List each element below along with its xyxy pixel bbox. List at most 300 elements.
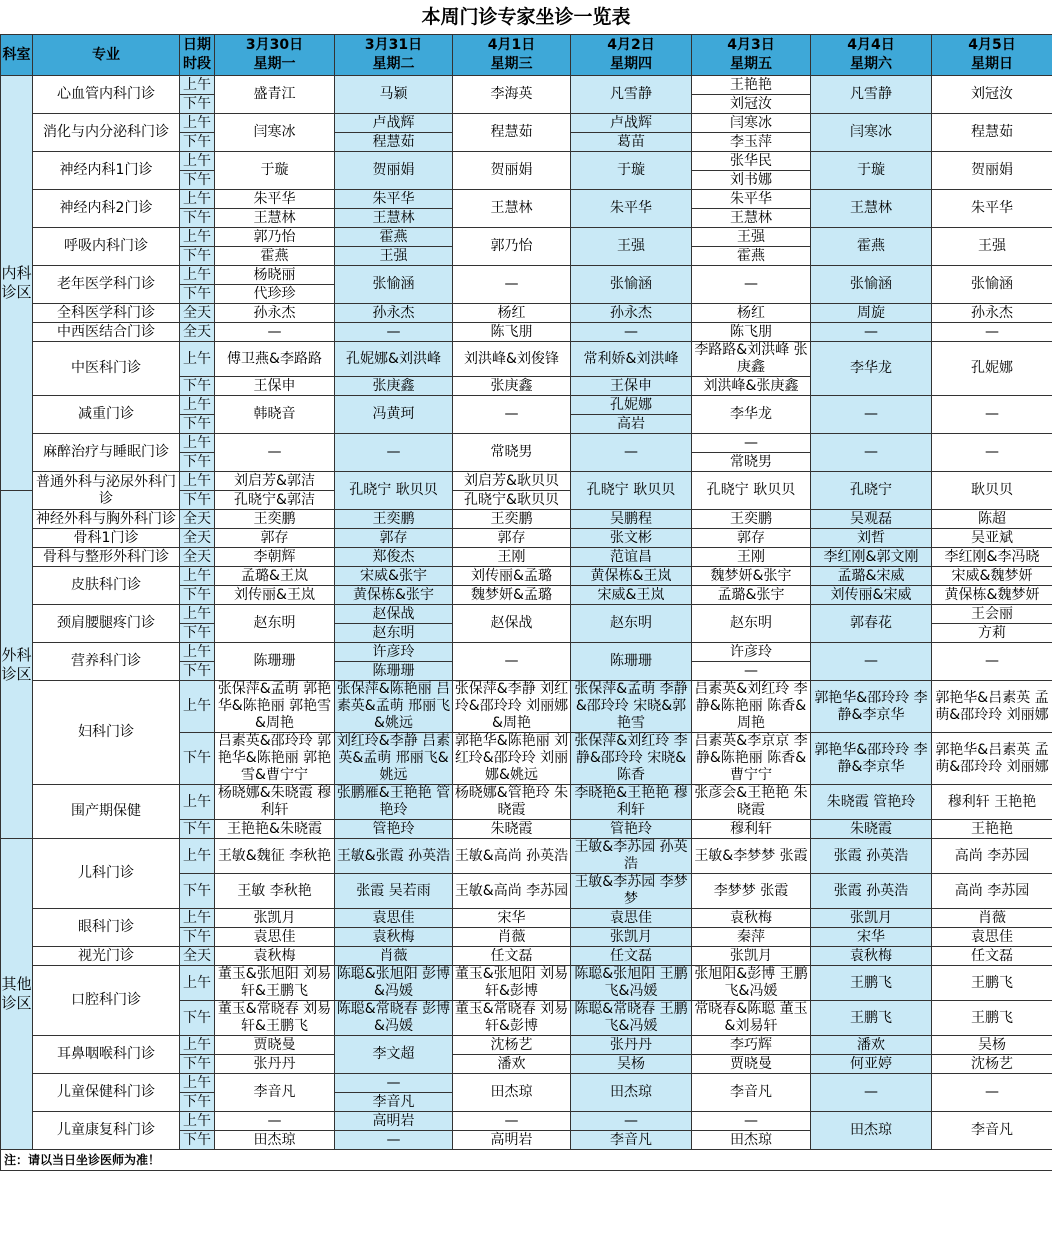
specialty-cell: 全科医学科门诊: [33, 304, 180, 323]
doctor-cell: 李音凡: [571, 1131, 692, 1150]
period-cell: 全天: [180, 304, 215, 323]
doctor-cell: 吴杨: [571, 1055, 692, 1074]
doctor-cell: 朱平华: [335, 190, 453, 209]
doctor-cell: 于璇: [571, 152, 692, 190]
doctor-cell: 孙永杰: [932, 304, 1052, 323]
doctor-cell: 孟璐&张宇: [692, 586, 811, 605]
specialty-cell: 口腔科门诊: [33, 966, 180, 1036]
doctor-cell: 管艳玲: [335, 820, 453, 839]
doctor-cell: 刘洪峰&张庚鑫: [692, 377, 811, 396]
doctor-cell: —: [215, 1112, 335, 1131]
doctor-cell: 任文磊: [571, 947, 692, 966]
doctor-cell: 张丹丹: [215, 1055, 335, 1074]
doctor-cell: 王慧林: [811, 190, 932, 228]
doctor-cell: 程慧茹: [335, 133, 453, 152]
doctor-cell: 常晓春&陈聪 董玉&刘易轩: [692, 1001, 811, 1036]
doctor-cell: 王敏&高尚 李苏园: [453, 874, 571, 909]
doctor-cell: 李音凡: [932, 1112, 1052, 1150]
doctor-cell: 赵保战: [335, 605, 453, 624]
doctor-cell: 王敏&魏征 李秋艳: [215, 839, 335, 874]
schedule-table: [0, 34, 1052, 1171]
doctor-cell: 李红刚&李冯晓: [932, 548, 1052, 567]
period-cell: 下午: [180, 415, 215, 434]
schedule-row: [1, 966, 1052, 1001]
period-cell: 下午: [180, 624, 215, 643]
doctor-cell: 陈聪&张旭阳 彭博&冯媛: [335, 966, 453, 1001]
period-cell: 下午: [180, 95, 215, 114]
doctor-cell: 王奕鹏: [692, 510, 811, 529]
doctor-cell: 王鹏飞: [932, 966, 1052, 1001]
period-cell: 全天: [180, 947, 215, 966]
doctor-cell: 王鹏飞: [811, 1001, 932, 1036]
doctor-cell: —: [571, 323, 692, 342]
doctor-cell: 袁思佳: [215, 928, 335, 947]
doctor-cell: —: [453, 643, 571, 681]
doctor-cell: 杨晓娜&朱晓霞 穆利轩: [215, 785, 335, 820]
doctor-cell: 孟璐&王岚: [215, 567, 335, 586]
period-cell: 上午: [180, 152, 215, 171]
department-cell: 内科诊区: [1, 76, 33, 491]
doctor-cell: 程慧茹: [932, 114, 1052, 152]
specialty-cell: 儿科门诊: [33, 839, 180, 909]
doctor-cell: 张旭阳&彭博 王鹏飞&冯媛: [692, 966, 811, 1001]
doctor-cell: 张霞 吴若雨: [335, 874, 453, 909]
doctor-cell: 田杰琼: [453, 1074, 571, 1112]
specialty-cell: 中医科门诊: [33, 342, 180, 396]
doctor-cell: 贾晓曼: [692, 1055, 811, 1074]
doctor-cell: —: [811, 396, 932, 434]
doctor-cell: 孙永杰: [335, 304, 453, 323]
period-cell: 下午: [180, 209, 215, 228]
doctor-cell: 朱晓霞: [453, 820, 571, 839]
doctor-cell: 张彦会&王艳艳 朱晓霞: [692, 785, 811, 820]
period-cell: 下午: [180, 662, 215, 681]
doctor-cell: —: [811, 323, 932, 342]
footer-note: 注：请以当日坐诊医师为准！: [1, 1150, 1052, 1171]
doctor-cell: 李华龙: [811, 342, 932, 396]
schedule-row: [1, 472, 1052, 491]
doctor-cell: 张保萍&李静 刘红玲&邵玲玲 刘丽娜&周艳: [453, 681, 571, 733]
doctor-cell: 李文超: [335, 1036, 453, 1074]
doctor-cell: —: [692, 662, 811, 681]
header-weekday: 星期六: [850, 56, 892, 72]
doctor-cell: 陈超: [932, 510, 1052, 529]
doctor-cell: —: [811, 434, 932, 472]
doctor-cell: —: [453, 1112, 571, 1131]
doctor-cell: 张文彬: [571, 529, 692, 548]
schedule-body: [1, 76, 1052, 1150]
doctor-cell: 刘传丽&孟璐: [453, 567, 571, 586]
doctor-cell: 刘冠汝: [932, 76, 1052, 114]
doctor-cell: 陈珊珊: [335, 662, 453, 681]
doctor-cell: 董玉&张旭阳 刘易轩&王鹏飞: [215, 966, 335, 1001]
period-cell: 下午: [180, 453, 215, 472]
doctor-cell: 李巧辉: [692, 1036, 811, 1055]
doctor-cell: 李朝辉: [215, 548, 335, 567]
doctor-cell: 王敏&李苏园 李梦梦: [571, 874, 692, 909]
doctor-cell: 王奕鹏: [215, 510, 335, 529]
specialty-cell: 皮肤科门诊: [33, 567, 180, 605]
period-cell: 上午: [180, 190, 215, 209]
period-cell: 上午: [180, 1036, 215, 1055]
specialty-cell: 儿童保健科门诊: [33, 1074, 180, 1112]
doctor-cell: 王刚: [692, 548, 811, 567]
doctor-cell: 朱晓霞: [811, 820, 932, 839]
doctor-cell: 范谊昌: [571, 548, 692, 567]
specialty-cell: 骨科1门诊: [33, 529, 180, 548]
doctor-cell: 高岩: [571, 415, 692, 434]
doctor-cell: 孔晓宁 耿贝贝: [335, 472, 453, 510]
schedule-row: [1, 605, 1052, 624]
doctor-cell: 闫寒冰: [215, 114, 335, 152]
doctor-cell: 王强: [335, 247, 453, 266]
specialty-cell: 儿童康复科门诊: [33, 1112, 180, 1150]
doctor-cell: 韩晓音: [215, 396, 335, 434]
doctor-cell: 肖薇: [453, 928, 571, 947]
doctor-cell: 赵东明: [571, 605, 692, 643]
doctor-cell: 朱平华: [932, 190, 1052, 228]
doctor-cell: 朱平华: [215, 190, 335, 209]
doctor-cell: 陈珊珊: [215, 643, 335, 681]
doctor-cell: 王敏&高尚 孙英浩: [453, 839, 571, 874]
doctor-cell: 孔妮娜&刘洪峰: [335, 342, 453, 377]
header-date: 3月31日: [364, 37, 423, 53]
schedule-row: [1, 548, 1052, 567]
doctor-cell: 张庚鑫: [335, 377, 453, 396]
doctor-cell: 周旋: [811, 304, 932, 323]
doctor-cell: 张华民: [692, 152, 811, 171]
specialty-cell: 呼吸内科门诊: [33, 228, 180, 266]
specialty-cell: 减重门诊: [33, 396, 180, 434]
doctor-cell: 何亚婷: [811, 1055, 932, 1074]
period-cell: 上午: [180, 1074, 215, 1093]
doctor-cell: 郭乃怡: [453, 228, 571, 266]
doctor-cell: 袁思佳: [932, 928, 1052, 947]
header-weekday: 星期一: [253, 56, 296, 72]
doctor-cell: 郭艳华&吕素英 孟萌&邵玲玲 刘丽娜: [932, 733, 1052, 785]
doctor-cell: 李音凡: [335, 1093, 453, 1112]
doctor-cell: 孙永杰: [571, 304, 692, 323]
doctor-cell: —: [453, 396, 571, 434]
doctor-cell: 高尚 李苏园: [932, 839, 1052, 874]
period-cell: 上午: [180, 396, 215, 415]
doctor-cell: 吴亚斌: [932, 529, 1052, 548]
doctor-cell: 葛苗: [571, 133, 692, 152]
schedule-row: [1, 190, 1052, 209]
period-cell: 下午: [180, 586, 215, 605]
header-day: [453, 35, 571, 76]
doctor-cell: 张愉涵: [571, 266, 692, 304]
doctor-cell: —: [932, 1074, 1052, 1112]
doctor-cell: 黄保栋&张宇: [335, 586, 453, 605]
doctor-cell: 袁秋梅: [335, 928, 453, 947]
doctor-cell: 李晓艳&王艳艳 穆利轩: [571, 785, 692, 820]
doctor-cell: 潘欢: [811, 1036, 932, 1055]
header-day: [335, 35, 453, 76]
doctor-cell: 常利娇&刘洪峰: [571, 342, 692, 377]
doctor-cell: 张保萍&刘红玲 李静&邵玲玲 宋晓&陈香: [571, 733, 692, 785]
header-weekday: 星期五: [730, 56, 772, 72]
doctor-cell: 陈聪&张旭阳 王鹏飞&冯媛: [571, 966, 692, 1001]
doctor-cell: 董玉&常晓春 刘易轩&王鹏飞: [215, 1001, 335, 1036]
doctor-cell: 李海英: [453, 76, 571, 114]
specialty-cell: 妇科门诊: [33, 681, 180, 785]
doctor-cell: 王敏 李秋艳: [215, 874, 335, 909]
doctor-cell: 赵东明: [692, 605, 811, 643]
schedule-row: [1, 643, 1052, 662]
doctor-cell: 吕素英&邵玲玲 郭艳华&陈艳丽 郭艳雪&曹宁宁: [215, 733, 335, 785]
specialty-cell: 中西医结合门诊: [33, 323, 180, 342]
doctor-cell: 郭存: [453, 529, 571, 548]
doctor-cell: 程慧茹: [453, 114, 571, 152]
specialty-cell: 老年医学科门诊: [33, 266, 180, 304]
doctor-cell: —: [932, 323, 1052, 342]
doctor-cell: 孔晓宁 耿贝贝: [571, 472, 692, 510]
doctor-cell: 刘冠汝: [692, 95, 811, 114]
period-cell: 下午: [180, 1001, 215, 1036]
doctor-cell: 郑俊杰: [335, 548, 453, 567]
doctor-cell: 王敏&李梦梦 张霞: [692, 839, 811, 874]
doctor-cell: 袁思佳: [571, 909, 692, 928]
doctor-cell: 张凯月: [692, 947, 811, 966]
doctor-cell: 魏梦妍&张宇: [692, 567, 811, 586]
doctor-cell: 凡雪静: [571, 76, 692, 114]
doctor-cell: 张霞 孙英浩: [811, 839, 932, 874]
period-cell: 下午: [180, 928, 215, 947]
doctor-cell: 王刚: [453, 548, 571, 567]
specialty-cell: 心血管内科门诊: [33, 76, 180, 114]
period-cell: 下午: [180, 171, 215, 190]
schedule-row: [1, 342, 1052, 377]
header-date: 4月1日: [487, 37, 536, 53]
schedule-row: [1, 785, 1052, 820]
doctor-cell: 王敏&李苏园 孙英浩: [571, 839, 692, 874]
doctor-cell: 李玉萍: [692, 133, 811, 152]
doctor-cell: —: [932, 434, 1052, 472]
doctor-cell: 吕素英&李京京 李静&陈艳丽 陈香&曹宁宁: [692, 733, 811, 785]
period-cell: 上午: [180, 605, 215, 624]
doctor-cell: 孔晓宁&耿贝贝: [453, 491, 571, 510]
doctor-cell: 刘启芳&郭洁: [215, 472, 335, 491]
doctor-cell: —: [215, 323, 335, 342]
doctor-cell: 张丹丹: [571, 1036, 692, 1055]
doctor-cell: 郭艳华&邵玲玲 李静&李京华: [811, 733, 932, 785]
period-cell: 上午: [180, 114, 215, 133]
period-cell: 上午: [180, 434, 215, 453]
period-cell: 上午: [180, 681, 215, 733]
doctor-cell: 宋华: [453, 909, 571, 928]
doctor-cell: —: [692, 434, 811, 453]
schedule-row: [1, 266, 1052, 285]
doctor-cell: 郭艳华&陈艳丽 刘红玲&邵玲玲 刘丽娜&姚远: [453, 733, 571, 785]
doctor-cell: 郭乃怡: [215, 228, 335, 247]
doctor-cell: 张愉涵: [335, 266, 453, 304]
doctor-cell: 沈杨艺: [932, 1055, 1052, 1074]
header-weekday: 星期日: [971, 56, 1013, 72]
period-cell: 下午: [180, 247, 215, 266]
doctor-cell: 董玉&常晓春 刘易轩&彭博: [453, 1001, 571, 1036]
doctor-cell: 王鹏飞: [811, 966, 932, 1001]
period-cell: 下午: [180, 1093, 215, 1112]
doctor-cell: —: [692, 266, 811, 304]
doctor-cell: 宋华: [811, 928, 932, 947]
doctor-cell: 杨晓娜&管艳玲 朱晓霞: [453, 785, 571, 820]
doctor-cell: 孙永杰: [215, 304, 335, 323]
doctor-cell: —: [571, 1112, 692, 1131]
doctor-cell: 宋威&王岚: [571, 586, 692, 605]
doctor-cell: 任文磊: [932, 947, 1052, 966]
period-cell: 下午: [180, 874, 215, 909]
header-row: [1, 35, 1052, 76]
doctor-cell: 刘传丽&宋威: [811, 586, 932, 605]
header-date: 3月30日: [245, 37, 304, 53]
doctor-cell: 朱晓霞 管艳玲: [811, 785, 932, 820]
header-date-period: 日期 时段: [180, 35, 215, 76]
doctor-cell: —: [932, 643, 1052, 681]
period-cell: 上午: [180, 966, 215, 1001]
schedule-row: [1, 304, 1052, 323]
doctor-cell: 张霞 孙英浩: [811, 874, 932, 909]
schedule-row: [1, 1036, 1052, 1055]
period-cell: 全天: [180, 510, 215, 529]
doctor-cell: 朱平华: [692, 190, 811, 209]
doctor-cell: 田杰琼: [692, 1131, 811, 1150]
doctor-cell: 凡雪静: [811, 76, 932, 114]
doctor-cell: 董玉&张旭阳 刘易轩&彭博: [453, 966, 571, 1001]
header-weekday: 星期二: [372, 56, 415, 72]
schedule-row: [1, 228, 1052, 247]
doctor-cell: 张凯月: [811, 909, 932, 928]
doctor-cell: 王会丽: [932, 605, 1052, 624]
specialty-cell: 视光门诊: [33, 947, 180, 966]
doctor-cell: —: [811, 1074, 932, 1112]
doctor-cell: 田杰琼: [571, 1074, 692, 1112]
doctor-cell: 宋威&张宇: [335, 567, 453, 586]
doctor-cell: 王奕鹏: [453, 510, 571, 529]
period-cell: 下午: [180, 1055, 215, 1074]
doctor-cell: 许彦玲: [692, 643, 811, 662]
doctor-cell: 吴杨: [932, 1036, 1052, 1055]
doctor-cell: 郭春花: [811, 605, 932, 643]
doctor-cell: 孔妮娜: [932, 342, 1052, 396]
doctor-cell: 王奕鹏: [335, 510, 453, 529]
doctor-cell: 赵东明: [215, 605, 335, 643]
doctor-cell: 闫寒冰: [811, 114, 932, 152]
doctor-cell: 王艳艳&朱晓霞: [215, 820, 335, 839]
period-cell: 上午: [180, 228, 215, 247]
doctor-cell: 李梦梦 张霞: [692, 874, 811, 909]
period-cell: 下午: [180, 285, 215, 304]
period-cell: 上午: [180, 472, 215, 491]
period-cell: 上午: [180, 643, 215, 662]
schedule-row: [1, 909, 1052, 928]
doctor-cell: 袁秋梅: [215, 947, 335, 966]
doctor-cell: 田杰琼: [215, 1131, 335, 1150]
doctor-cell: —: [335, 1131, 453, 1150]
doctor-cell: 霍燕: [335, 228, 453, 247]
doctor-cell: 常晓男: [692, 453, 811, 472]
specialty-cell: 耳鼻咽喉科门诊: [33, 1036, 180, 1074]
department-cell: 外科诊区: [1, 491, 33, 839]
doctor-cell: 贺丽娟: [335, 152, 453, 190]
doctor-cell: 黄保栋&魏梦妍: [932, 586, 1052, 605]
specialty-cell: 麻醉治疗与睡眠门诊: [33, 434, 180, 472]
schedule-row: [1, 947, 1052, 966]
doctor-cell: 郭艳华&邵玲玲 李静&李京华: [811, 681, 932, 733]
doctor-cell: 王慧林: [692, 209, 811, 228]
schedule-row: [1, 1074, 1052, 1093]
doctor-cell: 贾晓曼: [215, 1036, 335, 1055]
doctor-cell: 李华龙: [692, 396, 811, 434]
doctor-cell: 盛青江: [215, 76, 335, 114]
period-cell: 上午: [180, 1112, 215, 1131]
doctor-cell: 马颖: [335, 76, 453, 114]
period-cell: 上午: [180, 266, 215, 285]
header-day: [811, 35, 932, 76]
doctor-cell: 刘启芳&耿贝贝: [453, 472, 571, 491]
doctor-cell: 方莉: [932, 624, 1052, 643]
doctor-cell: 孔晓宁 耿贝贝: [692, 472, 811, 510]
doctor-cell: 张凯月: [571, 928, 692, 947]
doctor-cell: 穆利轩: [692, 820, 811, 839]
doctor-cell: 陈聪&常晓春 王鹏飞&冯媛: [571, 1001, 692, 1036]
header-day: [571, 35, 692, 76]
page-title: 本周门诊专家坐诊一览表: [421, 6, 631, 28]
doctor-cell: 穆利轩 王艳艳: [932, 785, 1052, 820]
doctor-cell: —: [811, 643, 932, 681]
doctor-cell: 李路路&刘洪峰 张庚鑫: [692, 342, 811, 377]
schedule-row: [1, 529, 1052, 548]
doctor-cell: 张保萍&陈艳丽 吕素英&孟萌 邢丽飞&姚远: [335, 681, 453, 733]
schedule-row: [1, 681, 1052, 733]
doctor-cell: —: [571, 434, 692, 472]
specialty-cell: 神经外科与胸外科门诊: [33, 510, 180, 529]
doctor-cell: 陈聪&常晓春 彭博&冯媛: [335, 1001, 453, 1036]
header-dept: 科室: [1, 35, 33, 76]
header-day: [215, 35, 335, 76]
schedule-row: [1, 567, 1052, 586]
doctor-cell: 潘欢: [453, 1055, 571, 1074]
doctor-cell: 袁秋梅: [692, 909, 811, 928]
schedule-row: [1, 323, 1052, 342]
doctor-cell: 王敏&张霞 孙英浩: [335, 839, 453, 874]
doctor-cell: 杨红: [692, 304, 811, 323]
doctor-cell: 宋威&魏梦妍: [932, 567, 1052, 586]
doctor-cell: 陈飞朋: [453, 323, 571, 342]
doctor-cell: 王慧林: [453, 190, 571, 228]
doctor-cell: 管艳玲: [571, 820, 692, 839]
doctor-cell: 王慧林: [335, 209, 453, 228]
doctor-cell: 吴鹏程: [571, 510, 692, 529]
doctor-cell: 于璇: [215, 152, 335, 190]
doctor-cell: 王保申: [215, 377, 335, 396]
doctor-cell: 袁思佳: [335, 909, 453, 928]
schedule-row: [1, 1112, 1052, 1131]
department-cell: 其他诊区: [1, 839, 33, 1150]
doctor-cell: 田杰琼: [811, 1112, 932, 1150]
doctor-cell: 肖薇: [932, 909, 1052, 928]
period-cell: 上午: [180, 909, 215, 928]
doctor-cell: 张庚鑫: [453, 377, 571, 396]
doctor-cell: 高明岩: [453, 1131, 571, 1150]
specialty-cell: 眼科门诊: [33, 909, 180, 947]
period-cell: 上午: [180, 785, 215, 820]
doctor-cell: 高尚 李苏园: [932, 874, 1052, 909]
doctor-cell: 秦萍: [692, 928, 811, 947]
period-cell: 下午: [180, 820, 215, 839]
period-cell: 上午: [180, 76, 215, 95]
period-cell: 下午: [180, 491, 215, 510]
